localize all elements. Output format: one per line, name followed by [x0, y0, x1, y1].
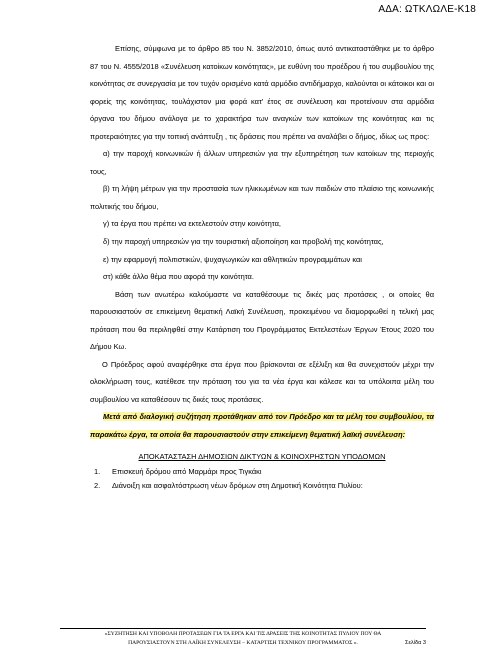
ada-code: ΑΔΑ: ΩΤΚΛΩΛΕ-Κ18 [378, 4, 476, 15]
footer-title-line2 [60, 639, 426, 648]
item-d: δ) την παροχή υπηρεσιών για την τουριστική αξιοποίηση και προβολή της κοινότητας, [103, 237, 384, 247]
page-footer [60, 630, 426, 648]
highlighted-paragraph [90, 408, 434, 443]
list-item-text: Διάνοιξη και ασφαλτόστρωση νέων δρόμων στη Δημοτική Κοινότητα Πυλίου: [112, 480, 363, 490]
highlighted-text: Μετά από διαλογική συζήτηση προτάθηκαν από τον Πρόεδρο και τα μέλη του συμβουλίου, τα παρακάτω έργα, τα οποία θα παρουσιαστούν στην επικείμενη θεματική λαϊκή συνέλευση: [90, 412, 434, 440]
document-body [90, 40, 434, 492]
list-item [90, 465, 434, 479]
intro-paragraph: Επίσης, σύμφωνα με το άρθρο 85 του Ν. 3852/2010, όπως αυτό αντικαταστάθηκε με το άρθρο 87 του Ν. 4555/2018 «Συνέλευση κατοίκων κοινότητας», με ευθύνη του προέδρου ή του συμβουλίου της κοινότητας σε συνεργασία με τον τυχόν ορισμένο κατά αρμόδιο αντιδήμαρχο, καλούνται οι κάτοικοι και οι φορείς της κοινότητας, τουλάχιστον μια φορά κατ' έτος σε συνέλευση και προτείνουν στα αρμόδια όργανα του δήμου ανάλογα με το χαρακτήρα των αναγκών των κατοίκων της κοινότητας και τις προτεραιότητες για την τοπική ανάπτυξη , τις δράσεις που πρέπει να αναλάβει ο δήμος, ιδίως ως προς: [90, 44, 434, 141]
president-paragraph: Ο Πρόεδρος αφού αναφέρθηκε στα έργα που βρίσκονται σε εξέλιξη και θα συνεχιστούν μέχρι την ολοκλήρωση τους, κατέθεσε την πρόταση του για τα νέα έργα και κάλεσε και τα υπόλοιπα μέλη του συμβουλίου να καταθέσουν τις δικές τους προτάσεις. [90, 359, 434, 404]
page-number: Σελίδα 3 [404, 640, 426, 646]
footer-title-line1: «ΣΥΖΗΤΗΣΗ ΚΑΙ ΥΠΟΒΟΛΗ ΠΡΟΤΑΣΕΩΝ ΓΙΑ ΤΑ ΕΡΓΑ ΚΑΙ ΤΙΣ ΔΡΑΣΕΙΣ ΤΗΣ ΚΟΙΝΟΤΗΤΑΣ ΠΥΛΙΟΥ ΠΟΥ ΘΑ [104, 631, 382, 637]
footer-divider [60, 628, 426, 629]
item-g: γ) τα έργα που πρέπει να εκτελεστούν στην κοινότητα, [103, 219, 281, 229]
proposals-paragraph: Βάση των ανωτέρω καλούμαστε να καταθέσουμε τις δικές μας προτάσεις , οι οποίες θα παρουσιαστούν σε επικείμενη θεματική Λαϊκή Συνέλευση, προκειμένου να διαμορφωθεί η τελική μας πρόταση που θα περιληφθεί στην Κατάρτιση του Προγράμματος Εκτελεστέων Έργων Έτους 2020 του Δήμου Κω. [90, 289, 434, 352]
list-item-number: 2. [94, 480, 101, 490]
item-st: στ) κάθε άλλο θέμα που αφορά την κοινότητα. [103, 272, 254, 282]
item-e: ε) την εφαρμογή πολιτιστικών, ψυχαγωγικών και αθλητικών προγραμμάτων και [103, 254, 362, 264]
item-a: α) την παροχή κοινωνικών ή άλλων υπηρεσιών για την εξυπηρέτηση των κατοίκων της περιοχής τους, [90, 149, 434, 176]
list-item [90, 479, 434, 493]
list-item-text: Επισκευή δρόμου από Μαρμάρι προς Τιγκάκι [112, 467, 262, 477]
footer-title-line2-text: ΠΑΡΟΥΣΙΑΣΤΟΥΝ ΣΤΗ ΛΑΪΚΗ ΣΥΝΕΛΕΥΣΗ – ΚΑΤΑΡΤΙΣΗ ΤΕΧΝΙΚΟΥ ΠΡΟΓΡΑΜΜΑΤΟΣ ». [128, 640, 358, 646]
works-list [90, 465, 434, 492]
item-b: β) τη λήψη μέτρων για την προστασία των ηλικιωμένων και των παιδιών στο πλαίσιο της κοινωνικής πολιτικής του δήμου, [90, 184, 434, 211]
section-title: ΑΠΟΚΑΤΑΣΤΑΣΗ ΔΗΜΟΣΙΩΝ ΔΙΚΤΥΩΝ & ΚΟΙΝΟΧΡΗΣΤΩΝ ΥΠΟΔΟΜΩΝ [138, 451, 386, 461]
list-item-number: 1. [94, 467, 101, 477]
